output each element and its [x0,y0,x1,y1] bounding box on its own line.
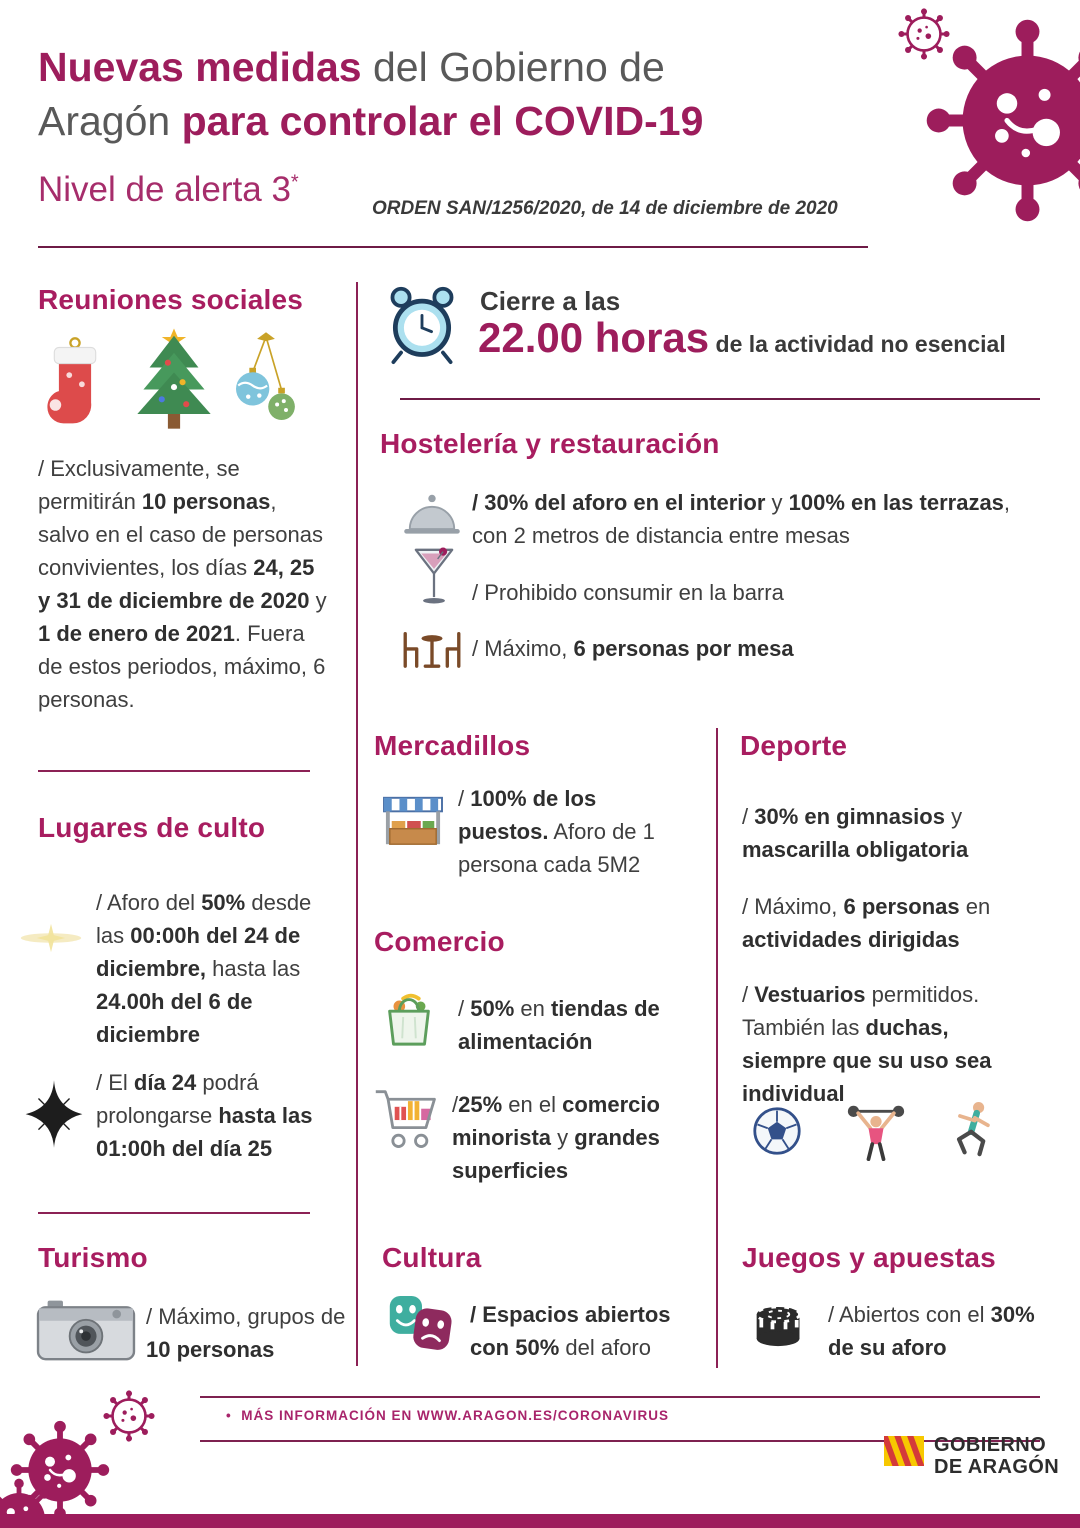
deporte-item-2: / Máximo, 6 personas en actividades dirigidas [742,894,991,952]
table-chairs-icon [400,626,464,670]
alert-level [38,170,299,210]
footer-bullet: • [226,1408,232,1423]
alert-asterisk: * [290,171,299,194]
lugares-item-2: / El día 24 podrá prolongarse hasta las 01:00h del día 25 [96,1070,313,1161]
footer-divider-top [200,1396,1040,1398]
baubles-icon [232,330,300,430]
cultura-item-1: / Espacios abiertos con 50% del aforo [470,1302,671,1360]
column-divider-1 [356,282,358,1366]
title-accent-1: Nuevas medidas [38,44,362,90]
section-title-comercio: Comercio [374,926,505,957]
header-divider [38,246,868,248]
title-gray-1: del Gobierno de [361,44,665,90]
footer-info-url: WWW.ARAGON.ES/CORONAVIRUS [417,1408,669,1423]
light-glow-icon [18,905,84,971]
christmas-tree-icon [130,326,218,436]
closure-line1: Cierre a las [480,286,621,316]
virus-large-icon [925,18,1080,223]
mercadillos-item-1: / 100% de los puestos. Aforo de 1 persona cada 5M2 [458,786,655,877]
deporte-item-1: / 30% en gimnasios y mascarilla obligatoria [742,804,969,862]
title-accent-2: para controlar el COVID-19 [181,98,704,144]
footer-info-prefix: MÁS INFORMACIÓN EN [241,1408,417,1423]
soccer-ball-icon [752,1106,802,1156]
juegos-item-1: / Abiertos con el 30% de su aforo [828,1302,1035,1360]
page-title-line1 [38,40,878,94]
poker-chips-icon [752,1290,806,1350]
section-title-cultura: Cultura [382,1242,482,1273]
footer-info [226,1408,669,1423]
order-reference: ORDEN SAN/1256/2020, de 14 de diciembre de 2020 [372,198,838,219]
section-title-lugares: Lugares de culto [38,812,266,843]
section-title-juegos: Juegos y apuestas [742,1242,996,1273]
serving-dish-icon [402,492,462,542]
hosteleria-item-3: / Máximo, 6 personas por mesa [472,636,794,661]
alarm-clock-icon [382,282,462,366]
virus-dotted-icon [103,1390,155,1442]
section-title-deporte: Deporte [740,730,848,761]
weightlifter-icon [846,1100,906,1162]
camera-icon [36,1292,136,1363]
closure-time: 22.00 horas [478,314,710,361]
grocery-basket-icon [378,986,440,1048]
reuniones-body: / Exclusivamente, se permitirán 10 personas, salvo en el caso de personas convivientes, los días 24, 25 y 31 de diciembre de 2020 y 1 de enero de 2021. Fuera de estos periodos, máximo, 6 personas. [38,456,327,712]
left-divider-1 [38,770,310,772]
closure-suffix: de la actividad no esencial [709,331,1006,357]
closure-divider [400,398,1040,400]
page-title [38,40,878,148]
column-divider-2 [716,728,718,1368]
logo-line1: GOBIERNO [934,1434,1047,1456]
hosteleria-item-1: / 30% del aforo en el interior y 100% en las terrazas, con 2 metros de distancia entre mesas [472,490,1011,548]
left-divider-2 [38,1212,310,1214]
aragon-flag-icon [884,1436,924,1466]
lugares-item-1: / Aforo del 50% desde las 00:00h del 24 de diciembre, hasta las 24.00h del 6 de diciembre [96,890,312,1047]
stocking-icon [40,336,110,428]
deporte-item-3: / Vestuarios permitidos. También las duchas, siempre que su uso sea individual [742,982,992,1106]
page-title-line2 [38,94,878,148]
star-sparkle-icon [22,1080,86,1150]
gobierno-aragon-logo [934,1434,1059,1478]
market-stall-icon [382,792,444,850]
alert-level-text: Nivel de alerta 3 [38,170,291,209]
cocktail-glass-icon [414,546,454,610]
section-title-reuniones: Reuniones sociales [38,284,304,315]
theater-masks-icon [386,1292,458,1353]
closure-line2 [478,314,1038,362]
runner-icon [946,1100,1000,1158]
comercio-item-1: / 50% en tiendas de alimentación [458,996,660,1054]
section-title-mercadillos: Mercadillos [374,730,531,761]
bottom-accent-bar [0,1514,1080,1528]
section-title-hosteleria: Hostelería y restauración [380,428,720,459]
title-gray-2: Aragón [38,98,182,144]
section-title-turismo: Turismo [38,1242,148,1273]
hosteleria-item-2: / Prohibido consumir en la barra [472,580,784,605]
turismo-item-1: / Máximo, grupos de 10 personas [146,1304,346,1362]
shopping-cart-icon [372,1084,442,1158]
comercio-item-2: /25% en el comercio minorista y grandes superficies [452,1092,660,1183]
logo-line2: DE ARAGÓN [934,1456,1060,1478]
